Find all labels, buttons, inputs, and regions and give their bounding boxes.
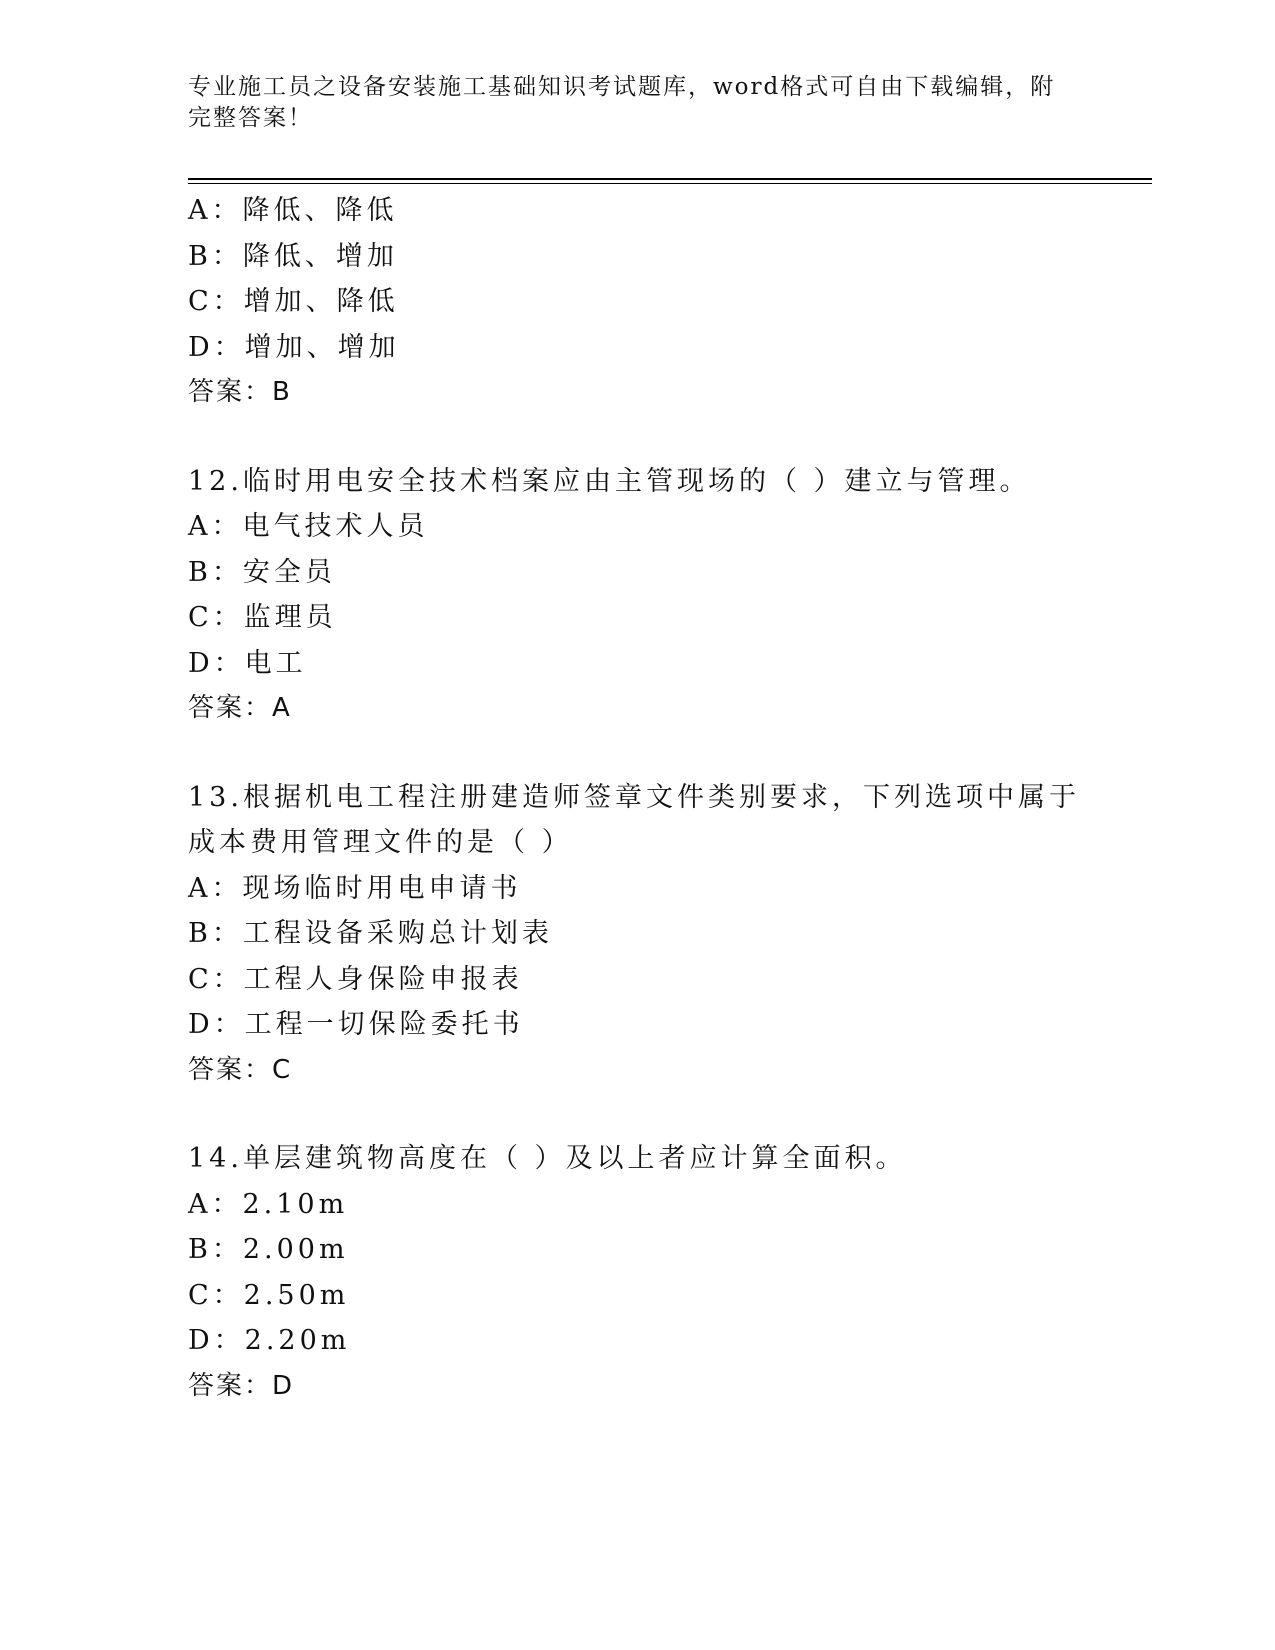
option-d: D：电工: [188, 647, 307, 679]
option-b: B：降低、增加: [188, 240, 398, 272]
option-b: B：2.00m: [188, 1234, 349, 1265]
question-list: [188, 188, 1108, 1409]
question-stem: 12.临时用电安全技术档案应由主管现场的（ ）建立与管理。: [188, 465, 1031, 497]
option-d: D：工程一切保险委托书: [188, 1009, 524, 1040]
answer: 答案：A: [188, 693, 292, 723]
option-d: D：增加、增加: [188, 331, 400, 363]
question-stem: 14.单层建筑物高度在（ ）及以上者应计算全面积。: [188, 1143, 907, 1174]
option-c: C：监理员: [188, 602, 337, 633]
document-header-title: 专业施工员之设备安装施工基础知识考试题库，word格式可自由下载编辑，附完整答案！: [188, 74, 1056, 131]
option-b: B：安全员: [188, 556, 336, 588]
option-b: B：工程设备采购总计划表: [188, 918, 553, 949]
question-14: [188, 1136, 1108, 1409]
answer: 答案：B: [188, 377, 292, 407]
question-13: [188, 775, 1108, 1094]
option-a: A：2.10m: [188, 1188, 349, 1220]
option-d: D：2.20m: [188, 1325, 351, 1356]
option-a: A：降低、降低: [188, 195, 398, 226]
option-c: C：2.50m: [188, 1279, 350, 1311]
question-11-continued: [188, 188, 1108, 416]
option-c: C：工程人身保险申报表: [188, 963, 523, 995]
header-divider-thin: [188, 183, 1152, 184]
answer: 答案：D: [188, 1370, 295, 1401]
option-a: A：电气技术人员: [188, 511, 429, 542]
option-a: A：现场临时用电申请书: [188, 872, 522, 904]
answer: 答案：C: [188, 1054, 293, 1085]
header-divider-thick: [188, 178, 1152, 180]
question-stem: 13.根据机电工程注册建造师签章文件类别要求，下列选项中属于成本费用管理文件的是（ ）: [188, 781, 1080, 858]
question-12: [188, 459, 1108, 732]
option-c: C：增加、降低: [188, 286, 399, 317]
